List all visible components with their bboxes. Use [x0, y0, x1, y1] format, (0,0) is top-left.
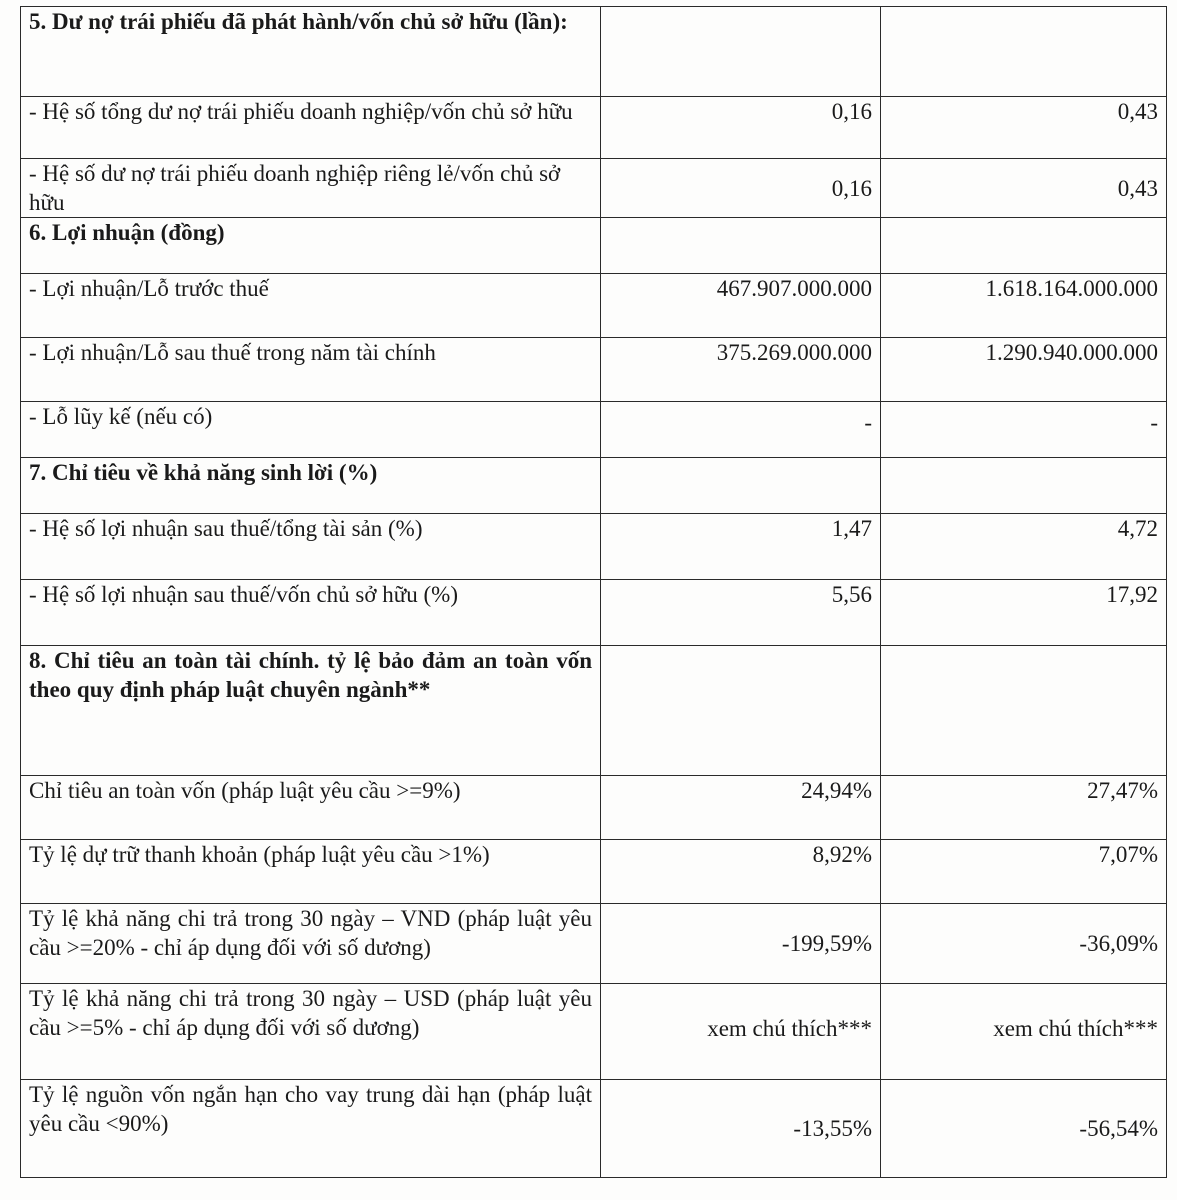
value-cell-col2: -36,09% — [881, 904, 1167, 984]
value-cell-col2: 1.618.164.000.000 — [881, 274, 1167, 338]
value-cell-col1: 24,94% — [601, 776, 881, 840]
value-cell-col1 — [601, 218, 881, 274]
table-row — [21, 580, 1167, 646]
value-cell-col2: 4,72 — [881, 514, 1167, 580]
value-cell-col2: 17,92 — [881, 580, 1167, 646]
table-row — [21, 274, 1167, 338]
value-cell-col2: -56,54% — [881, 1080, 1167, 1178]
value-cell-col1: 0,16 — [601, 159, 881, 218]
value-cell-col1: -13,55% — [601, 1080, 881, 1178]
value-cell-col2 — [881, 646, 1167, 776]
row-label: - Hệ số tổng dư nợ trái phiếu doanh nghiệp/vốn chủ sở hữu — [21, 97, 601, 159]
value-cell-col1: 375.269.000.000 — [601, 338, 881, 402]
value-cell-col1: 8,92% — [601, 840, 881, 904]
table-row — [21, 218, 1167, 274]
table-row — [21, 97, 1167, 159]
row-label: Tỷ lệ dự trữ thanh khoản (pháp luật yêu cầu >1%) — [21, 840, 601, 904]
row-label: Tỷ lệ nguồn vốn ngắn hạn cho vay trung dài hạn (pháp luật yêu cầu <90%) — [21, 1080, 601, 1178]
value-cell-col1: - — [601, 402, 881, 458]
value-cell-col1 — [601, 646, 881, 776]
table-row — [21, 514, 1167, 580]
value-cell-col2 — [881, 218, 1167, 274]
value-cell-col1: 0,16 — [601, 97, 881, 159]
value-cell-col1 — [601, 7, 881, 97]
value-cell-col2: 1.290.940.000.000 — [881, 338, 1167, 402]
row-label: - Hệ số dư nợ trái phiếu doanh nghiệp riêng lẻ/vốn chủ sở hữu — [21, 159, 601, 218]
row-label: Chỉ tiêu an toàn vốn (pháp luật yêu cầu >=9%) — [21, 776, 601, 840]
value-cell-col1: -199,59% — [601, 904, 881, 984]
table-row — [21, 402, 1167, 458]
row-label: - Lợi nhuận/Lỗ sau thuế trong năm tài chính — [21, 338, 601, 402]
section-heading: 8. Chỉ tiêu an toàn tài chính. tỷ lệ bảo đảm an toàn vốn theo quy định pháp luật chuyên ngành** — [21, 646, 601, 776]
row-label: - Hệ số lợi nhuận sau thuế/tổng tài sản (%) — [21, 514, 601, 580]
table-row — [21, 776, 1167, 840]
row-label: Tỷ lệ khả năng chi trả trong 30 ngày – VND (pháp luật yêu cầu >=20% - chỉ áp dụng đối với số dương) — [21, 904, 601, 984]
value-cell-col2 — [881, 7, 1167, 97]
table-row — [21, 904, 1167, 984]
value-cell-col2: xem chú thích*** — [881, 984, 1167, 1080]
value-cell-col2 — [881, 458, 1167, 514]
row-label: Tỷ lệ khả năng chi trả trong 30 ngày – USD (pháp luật yêu cầu >=5% - chỉ áp dụng đối với số dương) — [21, 984, 601, 1080]
table-row — [21, 1080, 1167, 1178]
table-row — [21, 7, 1167, 97]
value-cell-col1: 1,47 — [601, 514, 881, 580]
value-cell-col1 — [601, 458, 881, 514]
value-cell-col2: 0,43 — [881, 159, 1167, 218]
financial-indicators-table — [20, 6, 1167, 1178]
table-row — [21, 159, 1167, 218]
table-row — [21, 338, 1167, 402]
value-cell-col2: 0,43 — [881, 97, 1167, 159]
row-label: - Lợi nhuận/Lỗ trước thuế — [21, 274, 601, 338]
value-cell-col1: 467.907.000.000 — [601, 274, 881, 338]
row-label: - Hệ số lợi nhuận sau thuế/vốn chủ sở hữu (%) — [21, 580, 601, 646]
value-cell-col1: xem chú thích*** — [601, 984, 881, 1080]
table-row — [21, 458, 1167, 514]
section-heading: 7. Chỉ tiêu về khả năng sinh lời (%) — [21, 458, 601, 514]
value-cell-col2: - — [881, 402, 1167, 458]
value-cell-col1: 5,56 — [601, 580, 881, 646]
row-label: - Lỗ lũy kế (nếu có) — [21, 402, 601, 458]
table-row — [21, 984, 1167, 1080]
section-heading: 5. Dư nợ trái phiếu đã phát hành/vốn chủ sở hữu (lần): — [21, 7, 601, 97]
table-row — [21, 840, 1167, 904]
section-heading: 6. Lợi nhuận (đồng) — [21, 218, 601, 274]
table-row — [21, 646, 1167, 776]
value-cell-col2: 27,47% — [881, 776, 1167, 840]
value-cell-col2: 7,07% — [881, 840, 1167, 904]
